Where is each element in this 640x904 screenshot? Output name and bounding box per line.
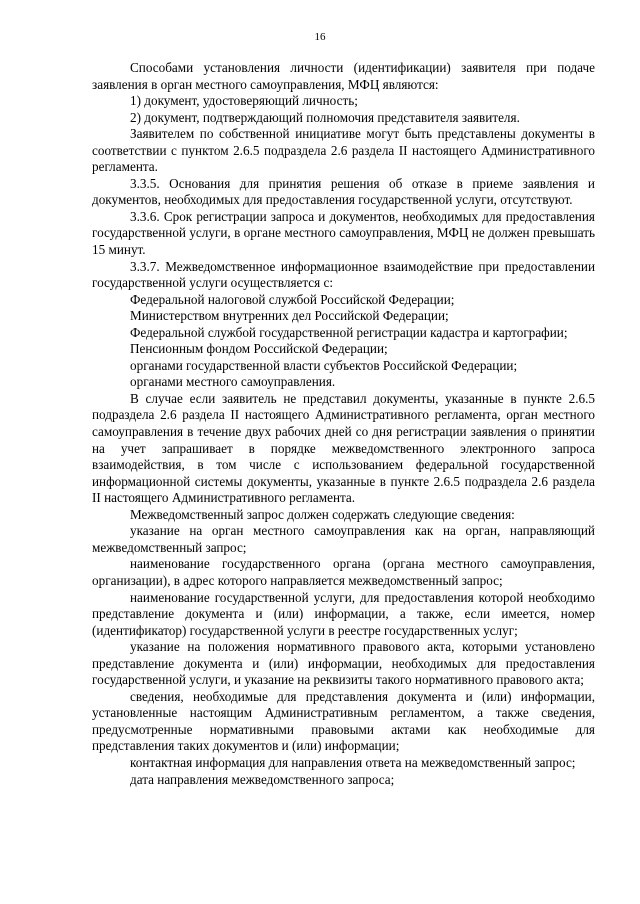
document-body [92,60,595,788]
paragraph-3-3-5: 3.3.5. Основания для принятия решения об отказе в приеме заявления и документов, необходимых для предоставления государственной услуги, отсутствуют. [92,175,595,208]
list-item-pension-fund: Пенсионным фондом Российской Федерации; [130,341,388,357]
list-item-request-date: дата направления межведомственного запроса; [130,771,395,787]
list-item-requesting-body: указание на орган местного самоуправления как на орган, направляющий межведомственный запрос; [92,523,595,555]
list-item-regional-authorities: органами государственной власти субъектов Российской Федерации; [130,357,518,373]
list-item-authority-document: 2) документ, подтверждающий полномочия представителя заявителя. [130,109,520,125]
list-item-contact-information: контактная информация для направления ответа на межведомственный запрос; [130,754,576,770]
paragraph-3-3-6: 3.3.6. Срок регистрации запроса и документов, необходимых для предоставления государственной услуги, в органе местного самоуправления, МФЦ не должен превышать 15 минут. [92,208,595,258]
list-item-interior-ministry: Министерством внутренних дел Российской Федерации; [130,308,449,324]
list-item-tax-service: Федеральной налоговой службой Российской Федерации; [130,291,455,307]
paragraph-request-contents: Межведомственный запрос должен содержать следующие сведения: [130,506,515,522]
paragraph-identification-methods: Способами установления личности (идентификации) заявителя при подаче заявления в орган местного самоуправления, МФЦ являются: [92,60,595,92]
paragraph-missing-documents: В случае если заявитель не представил документы, указанные в пункте 2.6.5 подраздела 2.6 раздела II настоящего Административного регламента, орган местного самоуправления в течение двух рабочих дней со дня регистрации заявления о принятии на учет запрашивает в порядке межведомственного электронного запроса взаимодействия, в том числе с использованием федеральной государственной информационной системы документы, указанные в пункте 2.6.5 подраздела 2.6 раздела II настоящего Административного регламента. [92,390,595,506]
list-item-addressee-name: наименование государственного органа (органа местного самоуправления, организации), в адрес которого направляется межведомственный запрос; [92,556,595,588]
list-item-required-information: сведения, необходимые для представления документа и (или) информации, установленные настоящим Административным регламентом, а также сведения, предусмотренные нормативными правовыми актами как необходимые для представления таких документов и (или) информации; [92,688,595,754]
list-item-service-name: наименование государственной услуги, для предоставления которой необходимо представление документа и (или) информации, а также, если имеется, номер (идентификатор) государственной услуги в реестре государственных услуг; [92,589,595,638]
page-number: 16 [314,31,326,43]
paragraph-3-3-7: 3.3.7. Межведомственное информационное взаимодействие при предоставлении государственной услуги осуществляется с: [92,258,595,291]
list-item-local-authorities: органами местного самоуправления. [130,374,336,390]
list-item-cadastre-service: Федеральной службой государственной регистрации кадастра и картографии; [130,324,568,340]
list-item-identity-document: 1) документ, удостоверяющий личность; [130,93,358,109]
paragraph-voluntary-documents: Заявителем по собственной инициативе могут быть представлены документы в соответствии с пунктом 2.6.5 подраздела 2.6 раздела II настоящего Административного регламента. [92,126,595,175]
list-item-legal-act: указание на положения нормативного правового акта, которыми установлено представление документа и (или) информации, необходимых для предоставления государственной услуги, и указание на реквизиты такого нормативного правового акта; [92,639,595,688]
